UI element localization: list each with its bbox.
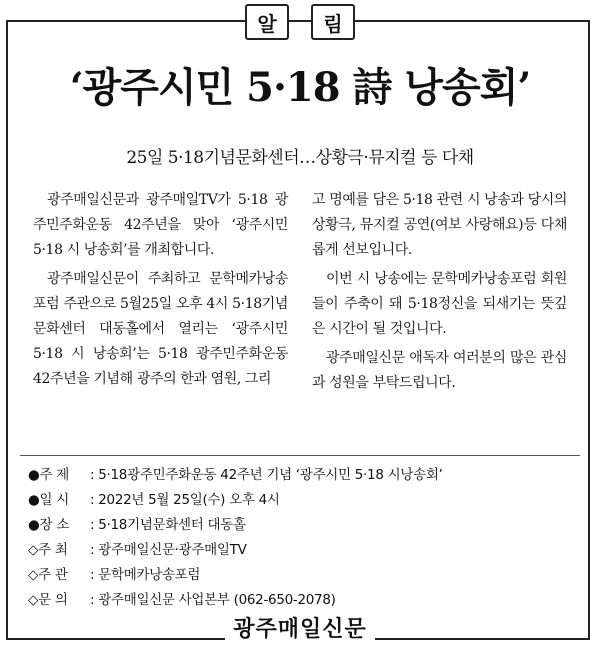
info-value: : 광주매일신문·광주매일TV <box>90 542 247 558</box>
info-row <box>28 513 588 538</box>
info-value: : 5·18기념문화센터 대동홀 <box>90 517 246 533</box>
body-column-left <box>33 188 288 396</box>
info-key: ●주 제 <box>28 467 69 483</box>
info-value: : 문학메카낭송포럼 <box>90 567 201 583</box>
notice-tag-char: 림 <box>311 4 355 40</box>
subheadline: 25일 5·18기념문화센터…상황극·뮤지컬 등 다채 <box>126 148 474 168</box>
info-row <box>28 488 588 513</box>
info-row <box>28 563 588 588</box>
headline: ‘광주시민 5·18 詩 낭송회’ <box>69 64 531 111</box>
info-key: ◇주 최 <box>28 542 68 558</box>
body-paragraph: 고 명예를 담은 5·18 관련 시 낭송과 당시의 상황극, 뮤지컬 공연(여보 사랑해요)등 다채롭게 선보입니다. <box>312 192 567 258</box>
section-divider <box>20 455 580 456</box>
body-paragraph: 광주매일신문 애독자 여러분의 많은 관심과 성원을 부탁드립니다. <box>312 350 567 391</box>
body-paragraph: 광주매일신문이 주최하고 문학메카낭송포럼 주관으로 5월25일 오후 4시 5·18기념문화센터 대동홀에서 열리는 ‘광주시민 5·18 시 낭송회’는 5·18 광주민주화운동 42주년을 기념해 광주의 한과 염원, 그리 <box>33 271 288 387</box>
info-row <box>28 463 588 488</box>
info-value: : 5·18광주민주화운동 42주년 기념 ‘광주시민 5·18 시낭송회’ <box>90 467 443 483</box>
body-paragraph: 이번 시 낭송에는 문학메카낭송포럼 회원들이 주축이 돼 5·18정신을 되새기는 뜻깊은 시간이 될 것입니다. <box>312 271 567 337</box>
info-row <box>28 538 588 563</box>
info-key: ◇주 관 <box>28 567 68 583</box>
event-info <box>28 463 588 613</box>
info-key: ◇문 의 <box>28 592 68 608</box>
info-key: ●일 시 <box>28 492 69 508</box>
info-row <box>28 588 588 613</box>
notice-tag-char: 알 <box>245 4 289 40</box>
info-value: : 광주매일신문 사업본부 (062-650-2078) <box>90 592 336 608</box>
publisher-logo <box>0 612 600 643</box>
notice-tag <box>0 4 600 40</box>
body-column-right <box>312 188 567 400</box>
info-value: : 2022년 5월 25일(수) 오후 4시 <box>90 492 280 508</box>
body-paragraph: 광주매일신문과 광주매일TV가 5·18 광주민주화운동 42주년을 맞아 ‘광주시민 5·18 시 낭송회’를 개최합니다. <box>33 192 288 258</box>
publisher-name: 광주매일신문 <box>225 617 375 642</box>
info-key: ●장 소 <box>28 517 69 533</box>
